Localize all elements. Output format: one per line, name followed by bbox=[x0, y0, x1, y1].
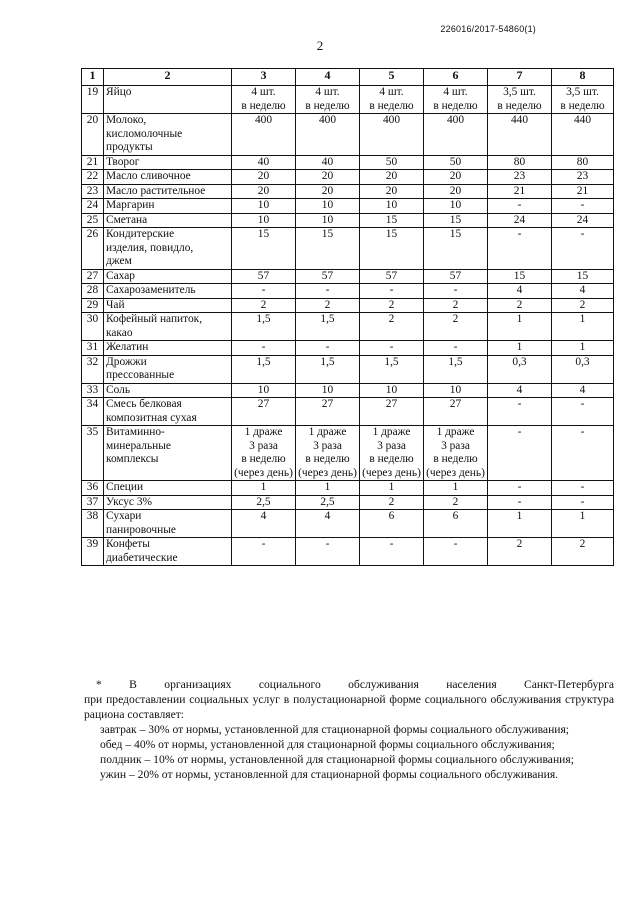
row-number: 38 bbox=[82, 510, 104, 538]
product-name: Кондитерские изделия, повидло, джем bbox=[104, 228, 232, 270]
norm-value: - bbox=[488, 199, 552, 214]
norm-value: 1,5 bbox=[296, 313, 360, 341]
norm-value: 4 шт. в неделю bbox=[360, 86, 424, 114]
product-name: Чай bbox=[104, 298, 232, 313]
norm-value: 24 bbox=[488, 213, 552, 228]
norm-value: 2 bbox=[488, 298, 552, 313]
row-number: 35 bbox=[82, 426, 104, 481]
table-row bbox=[82, 284, 614, 299]
table-row bbox=[82, 269, 614, 284]
norm-value: 3,5 шт. в неделю bbox=[488, 86, 552, 114]
list-item: обед – 40% от нормы, установленной для стационарной формы социального обслуживания; bbox=[100, 738, 555, 751]
norm-value: 20 bbox=[360, 184, 424, 199]
product-name: Специи bbox=[104, 481, 232, 496]
table-row bbox=[82, 86, 614, 114]
row-number: 28 bbox=[82, 284, 104, 299]
norm-value: - bbox=[552, 199, 614, 214]
norm-value: 1,5 bbox=[360, 355, 424, 383]
row-number: 29 bbox=[82, 298, 104, 313]
norm-value: 2,5 bbox=[296, 495, 360, 510]
norm-value: - bbox=[488, 481, 552, 496]
norm-value: 4 шт. в неделю bbox=[296, 86, 360, 114]
norm-value: 2 bbox=[360, 313, 424, 341]
table-header-row bbox=[82, 69, 614, 86]
product-name: Творог bbox=[104, 155, 232, 170]
norm-value: 6 bbox=[360, 510, 424, 538]
norm-value: 4 bbox=[552, 284, 614, 299]
row-number: 23 bbox=[82, 184, 104, 199]
norm-value: 57 bbox=[424, 269, 488, 284]
norm-value: 2 bbox=[424, 313, 488, 341]
norm-value: 15 bbox=[488, 269, 552, 284]
norm-value: 15 bbox=[296, 228, 360, 270]
product-name: Витаминно- минеральные комплексы bbox=[104, 426, 232, 481]
norm-value: 1 bbox=[488, 510, 552, 538]
row-number: 33 bbox=[82, 383, 104, 398]
table-row bbox=[82, 426, 614, 481]
norm-value: 10 bbox=[232, 383, 296, 398]
table-row bbox=[82, 313, 614, 341]
table-row bbox=[82, 495, 614, 510]
norm-value: 15 bbox=[552, 269, 614, 284]
row-number: 21 bbox=[82, 155, 104, 170]
norm-value: 6 bbox=[424, 510, 488, 538]
row-number: 27 bbox=[82, 269, 104, 284]
norm-value: 20 bbox=[424, 170, 488, 185]
row-number: 20 bbox=[82, 114, 104, 156]
norm-value: 2 bbox=[360, 495, 424, 510]
column-header: 8 bbox=[552, 69, 614, 86]
norm-value: 1 драже 3 раза в неделю (через день) bbox=[360, 426, 424, 481]
footnote-text: при предоставлении социальных услуг в полустационарной форме социального обслуживания структура рациона составляет: bbox=[84, 693, 614, 721]
table-row bbox=[82, 398, 614, 426]
row-number: 24 bbox=[82, 199, 104, 214]
norm-value: 1 bbox=[552, 510, 614, 538]
norm-value: 1 bbox=[488, 313, 552, 341]
norm-value: 20 bbox=[424, 184, 488, 199]
norm-value: - bbox=[296, 341, 360, 356]
product-name: Масло сливочное bbox=[104, 170, 232, 185]
norm-value: 1,5 bbox=[424, 355, 488, 383]
norm-value: 1 bbox=[488, 341, 552, 356]
norm-value: 1 драже 3 раза в неделю (через день) bbox=[424, 426, 488, 481]
table-row bbox=[82, 155, 614, 170]
norm-value: 1,5 bbox=[232, 313, 296, 341]
norm-value: 0,3 bbox=[488, 355, 552, 383]
norm-value: 2,5 bbox=[232, 495, 296, 510]
norm-value: 2 bbox=[552, 298, 614, 313]
norm-value: 2 bbox=[232, 298, 296, 313]
norm-value: 27 bbox=[296, 398, 360, 426]
norm-value: 3,5 шт. в неделю bbox=[552, 86, 614, 114]
norm-value: 1 bbox=[424, 481, 488, 496]
norm-value: - bbox=[296, 284, 360, 299]
norm-value: 2 bbox=[552, 538, 614, 566]
row-number: 30 bbox=[82, 313, 104, 341]
norm-value: 20 bbox=[360, 170, 424, 185]
norm-value: 50 bbox=[360, 155, 424, 170]
norm-value: - bbox=[232, 284, 296, 299]
norm-value: 1 драже 3 раза в неделю (через день) bbox=[232, 426, 296, 481]
norm-value: 1 bbox=[296, 481, 360, 496]
norm-value: 4 bbox=[488, 284, 552, 299]
norm-value: 2 bbox=[424, 298, 488, 313]
norm-value: - bbox=[488, 495, 552, 510]
list-item: ужин – 20% от нормы, установленной для стационарной формы социального обслуживания. bbox=[100, 768, 559, 781]
norm-value: - bbox=[552, 228, 614, 270]
norm-value: 1 bbox=[552, 313, 614, 341]
norm-value: 1 bbox=[232, 481, 296, 496]
page-number: 2 bbox=[316, 38, 324, 53]
norm-value: - bbox=[552, 398, 614, 426]
norm-value: - bbox=[552, 481, 614, 496]
norm-value: 10 bbox=[424, 383, 488, 398]
product-name: Яйцо bbox=[104, 86, 232, 114]
norm-value: - bbox=[552, 426, 614, 481]
product-name: Сахарозаменитель bbox=[104, 284, 232, 299]
norm-value: 57 bbox=[296, 269, 360, 284]
norm-value: 20 bbox=[232, 184, 296, 199]
norm-value: 2 bbox=[424, 495, 488, 510]
norm-value: 400 bbox=[360, 114, 424, 156]
norm-value: - bbox=[360, 538, 424, 566]
column-header: 6 bbox=[424, 69, 488, 86]
norm-value: 10 bbox=[360, 199, 424, 214]
norm-value: 21 bbox=[488, 184, 552, 199]
norm-value: - bbox=[360, 284, 424, 299]
norm-value: 1 драже 3 раза в неделю (через день) bbox=[296, 426, 360, 481]
norm-value: 15 bbox=[360, 228, 424, 270]
product-name: Желатин bbox=[104, 341, 232, 356]
product-name: Молоко, кисломолочные продукты bbox=[104, 114, 232, 156]
norm-value: 10 bbox=[424, 199, 488, 214]
norm-value: - bbox=[488, 228, 552, 270]
norm-value: 1,5 bbox=[296, 355, 360, 383]
norm-value: 10 bbox=[232, 213, 296, 228]
norm-value: 80 bbox=[488, 155, 552, 170]
row-number: 32 bbox=[82, 355, 104, 383]
document-id: 226016/2017-54860(1) bbox=[440, 24, 536, 34]
column-header: 2 bbox=[104, 69, 232, 86]
norm-value: 15 bbox=[232, 228, 296, 270]
norm-value: 20 bbox=[232, 170, 296, 185]
column-header: 4 bbox=[296, 69, 360, 86]
norm-value: 10 bbox=[360, 383, 424, 398]
norm-value: 57 bbox=[232, 269, 296, 284]
row-number: 26 bbox=[82, 228, 104, 270]
product-name: Кофейный напиток, какао bbox=[104, 313, 232, 341]
meal-structure-list bbox=[84, 722, 614, 782]
table-row bbox=[82, 199, 614, 214]
table-row bbox=[82, 298, 614, 313]
table-row bbox=[82, 184, 614, 199]
norm-value: 400 bbox=[232, 114, 296, 156]
norm-value: 4 шт. в неделю bbox=[424, 86, 488, 114]
norm-value: 20 bbox=[296, 184, 360, 199]
row-number: 19 bbox=[82, 86, 104, 114]
product-name: Соль bbox=[104, 383, 232, 398]
table-row bbox=[82, 170, 614, 185]
norm-value: 1 bbox=[360, 481, 424, 496]
norm-value: - bbox=[232, 538, 296, 566]
norm-value: - bbox=[424, 538, 488, 566]
norm-value: 10 bbox=[232, 199, 296, 214]
product-name: Конфеты диабетические bbox=[104, 538, 232, 566]
norm-value: 23 bbox=[552, 170, 614, 185]
norm-value: 440 bbox=[488, 114, 552, 156]
norm-value: 40 bbox=[232, 155, 296, 170]
norm-value: - bbox=[552, 495, 614, 510]
norm-value: 4 bbox=[232, 510, 296, 538]
norm-value: 2 bbox=[488, 538, 552, 566]
norm-value: 40 bbox=[296, 155, 360, 170]
norm-value: - bbox=[296, 538, 360, 566]
norm-value: 15 bbox=[424, 228, 488, 270]
norm-value: 27 bbox=[424, 398, 488, 426]
norm-value: 1 bbox=[552, 341, 614, 356]
norm-value: - bbox=[232, 341, 296, 356]
norm-value: 27 bbox=[232, 398, 296, 426]
norm-value: - bbox=[424, 284, 488, 299]
norm-value: 24 bbox=[552, 213, 614, 228]
norm-value: 23 bbox=[488, 170, 552, 185]
norm-value: 10 bbox=[296, 199, 360, 214]
table-row bbox=[82, 228, 614, 270]
norm-value: 4 шт. в неделю bbox=[232, 86, 296, 114]
norm-value: 57 bbox=[360, 269, 424, 284]
norm-value: 27 bbox=[360, 398, 424, 426]
column-header: 3 bbox=[232, 69, 296, 86]
norm-value: 400 bbox=[424, 114, 488, 156]
footnote-lead: * В организациях социального обслуживания населения Санкт-Петербурга bbox=[96, 678, 614, 691]
row-number: 39 bbox=[82, 538, 104, 566]
table-row bbox=[82, 114, 614, 156]
norm-value: 15 bbox=[360, 213, 424, 228]
product-name: Масло растительное bbox=[104, 184, 232, 199]
norm-value: - bbox=[360, 341, 424, 356]
norm-value: - bbox=[488, 426, 552, 481]
norm-value: - bbox=[488, 398, 552, 426]
table-body bbox=[82, 86, 614, 566]
table-row bbox=[82, 355, 614, 383]
norm-value: 10 bbox=[296, 383, 360, 398]
row-number: 25 bbox=[82, 213, 104, 228]
norm-value: 10 bbox=[296, 213, 360, 228]
row-number: 37 bbox=[82, 495, 104, 510]
table-row bbox=[82, 383, 614, 398]
row-number: 34 bbox=[82, 398, 104, 426]
product-name: Сахар bbox=[104, 269, 232, 284]
ration-table bbox=[81, 68, 614, 566]
table-row bbox=[82, 538, 614, 566]
norm-value: 440 bbox=[552, 114, 614, 156]
norm-value: 0,3 bbox=[552, 355, 614, 383]
norm-value: 20 bbox=[296, 170, 360, 185]
norm-value: 1,5 bbox=[232, 355, 296, 383]
product-name: Сухари панировочные bbox=[104, 510, 232, 538]
column-header: 1 bbox=[82, 69, 104, 86]
row-number: 22 bbox=[82, 170, 104, 185]
row-number: 31 bbox=[82, 341, 104, 356]
norm-value: 2 bbox=[360, 298, 424, 313]
table-row bbox=[82, 481, 614, 496]
product-name: Уксус 3% bbox=[104, 495, 232, 510]
product-name: Сметана bbox=[104, 213, 232, 228]
norm-value: - bbox=[424, 341, 488, 356]
table-row bbox=[82, 341, 614, 356]
table-row bbox=[82, 213, 614, 228]
norm-value: 4 bbox=[552, 383, 614, 398]
norm-value: 21 bbox=[552, 184, 614, 199]
norm-value: 4 bbox=[488, 383, 552, 398]
norm-value: 15 bbox=[424, 213, 488, 228]
product-name: Маргарин bbox=[104, 199, 232, 214]
list-item: полдник – 10% от нормы, установленной для стационарной формы социального обслуживания; bbox=[100, 753, 574, 766]
product-name: Дрожжи прессованные bbox=[104, 355, 232, 383]
column-header: 7 bbox=[488, 69, 552, 86]
norm-value: 80 bbox=[552, 155, 614, 170]
row-number: 36 bbox=[82, 481, 104, 496]
norm-value: 2 bbox=[296, 298, 360, 313]
table-row bbox=[82, 510, 614, 538]
norm-value: 50 bbox=[424, 155, 488, 170]
product-name: Смесь белковая композитная сухая bbox=[104, 398, 232, 426]
column-header: 5 bbox=[360, 69, 424, 86]
footnote bbox=[84, 677, 614, 782]
norm-value: 4 bbox=[296, 510, 360, 538]
list-item: завтрак – 30% от нормы, установленной для стационарной формы социального обслуживания; bbox=[100, 723, 570, 736]
norm-value: 400 bbox=[296, 114, 360, 156]
